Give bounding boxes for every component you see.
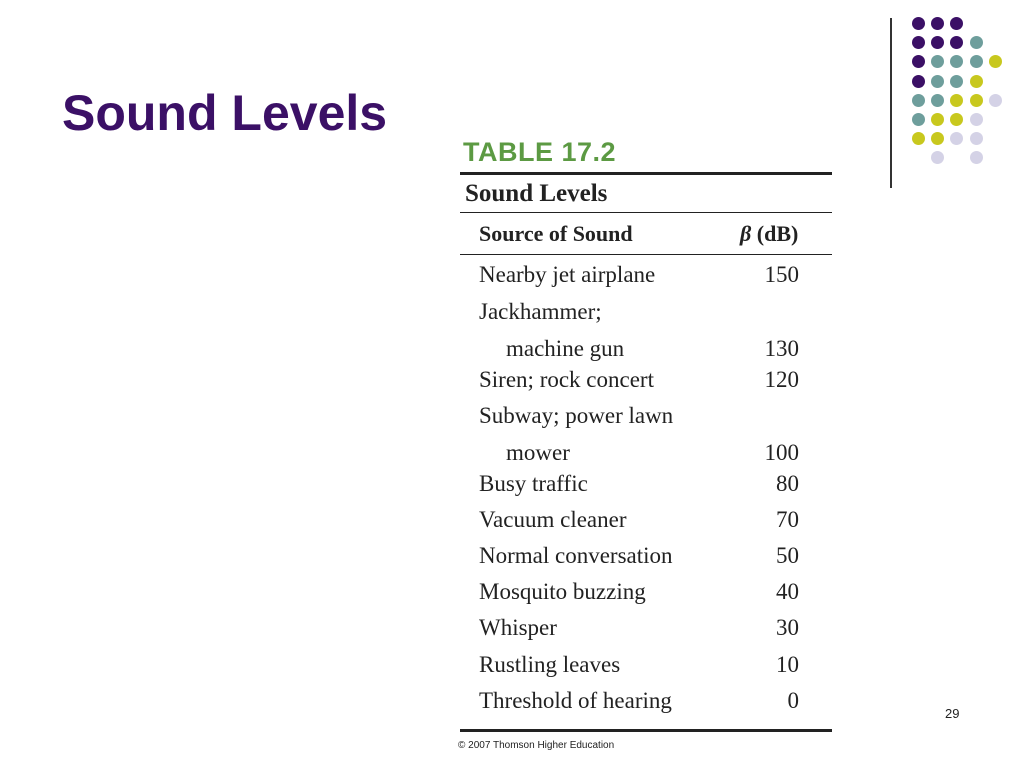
table-row-label [479,504,739,535]
table-row-label [479,468,739,499]
decorative-dot [931,94,944,107]
table-row-label [479,364,739,395]
row-label-line: Siren; rock concert [479,367,654,392]
decorative-dot [970,94,983,107]
row-label-line: Rustling leaves [479,652,621,677]
row-label-continuation: machine gun [506,336,625,361]
decorative-dot [970,113,983,126]
decorative-dot [931,75,944,88]
page-number: 29 [945,706,960,721]
table-heading: TABLE 17.2 [463,137,617,167]
decorative-dot [931,55,944,68]
decorative-dot [950,94,963,107]
table-row-value: 50 [776,543,799,568]
table-row-value: 30 [776,615,799,640]
table-row-value: 0 [787,688,799,713]
table-row-label [479,296,739,364]
table-row-value: 150 [764,262,799,287]
decorative-dot [989,94,1002,107]
table-row-value: 100 [764,440,799,465]
row-label-continuation: mower [506,440,570,465]
decorative-dot [950,36,963,49]
decorative-dot [931,132,944,145]
decorative-dot [950,113,963,126]
table-row-value: 40 [776,579,799,604]
table-row-value: 130 [764,336,799,361]
decorative-dot [912,17,925,30]
decorative-dot [912,55,925,68]
decorative-dot [931,36,944,49]
decorative-dot [970,55,983,68]
table-row-value: 70 [776,507,799,532]
row-label-line: Whisper [479,615,557,640]
row-label-line: Jackhammer; [479,299,602,324]
decorative-dot [912,132,925,145]
table-row-label [479,259,739,290]
table-row-label [479,649,739,680]
table-top-rule [460,172,832,175]
table-row-label [479,612,739,643]
row-label-line: Threshold of hearing [479,688,672,713]
column-header-beta [740,221,798,247]
table-caption: Sound Levels [465,180,608,207]
copyright-note: © 2007 Thomson Higher Education [458,740,615,751]
decorative-dot [950,75,963,88]
row-label-line: Mosquito buzzing [479,579,646,604]
table-row-value: 80 [776,471,799,496]
beta-symbol: β [740,221,752,246]
table-row-label [479,400,739,468]
decorative-dot [912,36,925,49]
decorative-dot [950,17,963,30]
decorative-dot [912,94,925,107]
row-label-line: Subway; power lawn [479,403,674,428]
decorative-dot [931,113,944,126]
table-caption-rule [460,212,832,213]
decorative-dot [931,17,944,30]
decorative-dot [912,75,925,88]
decorative-dot [950,55,963,68]
row-label-line: Vacuum cleaner [479,507,627,532]
decorative-dot [970,132,983,145]
table-bottom-rule [460,729,832,732]
decorative-dot [970,151,983,164]
decorative-dot-grid [0,0,1024,200]
decorative-dot [970,75,983,88]
table-row-label [479,576,739,607]
table-row-value: 10 [776,652,799,677]
decorative-dot [931,151,944,164]
row-label-line: Busy traffic [479,471,588,496]
slide-title: Sound Levels [62,85,388,141]
beta-unit: (dB) [756,221,799,246]
decorative-dot [950,132,963,145]
table-row-value: 120 [764,367,799,392]
decorative-dot [989,55,1002,68]
decorative-dot [912,113,925,126]
table-header-rule [460,254,832,255]
row-label-line: Normal conversation [479,543,673,568]
decorative-dot [970,36,983,49]
table-row-label [479,540,739,571]
row-label-line: Nearby jet airplane [479,262,656,287]
column-header-source: Source of Sound [479,221,633,246]
table-row-label [479,685,739,716]
